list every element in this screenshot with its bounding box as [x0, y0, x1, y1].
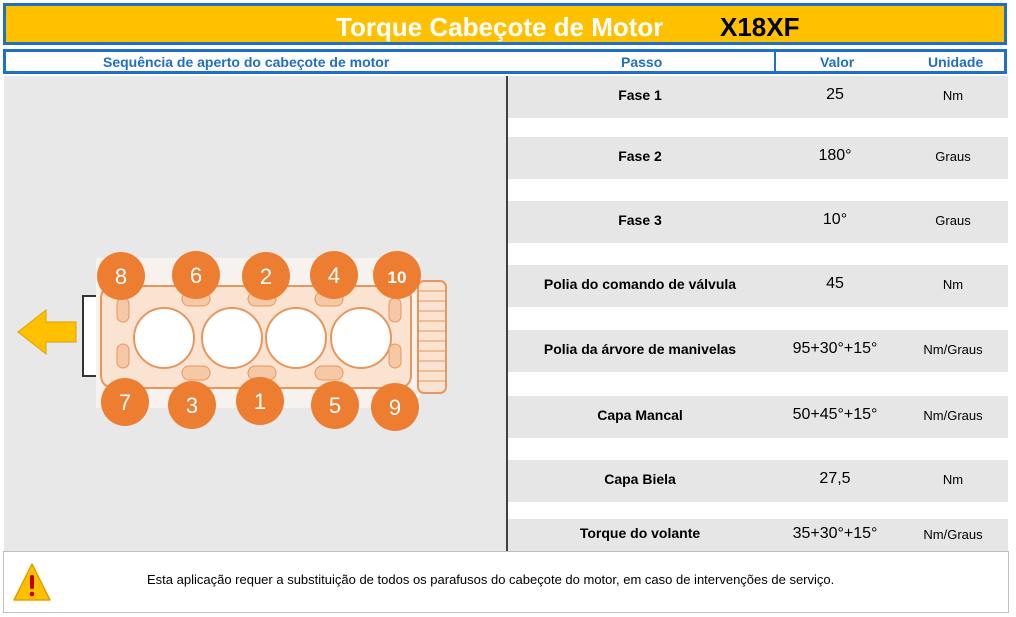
table-header [3, 49, 1007, 74]
row-step: Fase 2 [618, 148, 662, 164]
row-value: 95+30°+15° [792, 340, 878, 357]
table-row [508, 137, 1008, 179]
bottom-bolt-number: 1 [253, 389, 267, 414]
cylinder-head-diagram [4, 76, 506, 551]
row-step: Fase 3 [618, 212, 662, 228]
bottom-bolt-number: 9 [388, 395, 402, 420]
direction-arrow-icon [18, 310, 76, 354]
title-bar [3, 3, 1007, 45]
top-bolt-number: 6 [189, 263, 203, 288]
bottom-bolt-number: 5 [328, 393, 342, 418]
row-step: Polia da árvore de manivelas [543, 341, 737, 357]
table-row [508, 330, 1008, 372]
header-sequence: Sequência de aperto do cabeçote de motor [103, 54, 390, 70]
row-unit: Graus [935, 213, 971, 228]
table-row [508, 201, 1008, 243]
table-row [508, 76, 1008, 118]
table-row [508, 396, 1008, 438]
row-value: 35+30°+15° [792, 525, 878, 542]
row-step: Polia do comando de válvula [543, 276, 737, 292]
row-value: 180° [818, 147, 852, 164]
row-unit: Nm/Graus [923, 527, 983, 542]
top-bolt-number: 8 [114, 264, 128, 289]
warning-icon [12, 562, 52, 602]
row-unit: Nm [942, 472, 964, 487]
header-value: Valor [820, 54, 855, 70]
row-value: 45 [826, 275, 844, 292]
row-unit: Graus [935, 149, 971, 164]
engine-pulley [418, 281, 446, 393]
footer-text: Esta aplicação requer a substituição de todos os parafusos do cabeçote do motor, em caso de intervenções de serviço. [147, 572, 835, 587]
diagram-panel [4, 76, 508, 551]
top-bolt-number: 2 [259, 264, 273, 289]
row-step: Torque do volante [579, 525, 701, 541]
table-row [508, 460, 1008, 502]
top-bolt-number: 10 [387, 268, 407, 287]
bottom-bolt-number: 7 [118, 390, 132, 415]
top-bolt-number: 4 [327, 263, 341, 288]
engine-model: X18XF [720, 12, 800, 42]
table-row [508, 265, 1008, 307]
torque-table [508, 76, 1008, 551]
row-unit: Nm [942, 88, 964, 103]
bottom-bolt-number: 3 [185, 393, 199, 418]
header-unit: Unidade [928, 54, 984, 70]
footer-note [3, 551, 1009, 613]
row-unit: Nm/Graus [923, 342, 983, 357]
row-unit: Nm/Graus [923, 408, 983, 423]
row-value: 25 [826, 86, 844, 103]
row-value: 27,5 [819, 470, 851, 487]
row-value: 50+45°+15° [792, 406, 878, 423]
header-divider [774, 52, 776, 71]
row-step: Capa Mancal [597, 407, 683, 423]
row-step: Fase 1 [618, 87, 662, 103]
row-step: Capa Biela [604, 471, 676, 487]
page-title: Torque Cabeçote de Motor [336, 12, 664, 42]
header-step: Passo [621, 54, 663, 70]
table-row [508, 519, 1008, 551]
row-unit: Nm [942, 277, 964, 292]
row-value: 10° [822, 211, 848, 228]
